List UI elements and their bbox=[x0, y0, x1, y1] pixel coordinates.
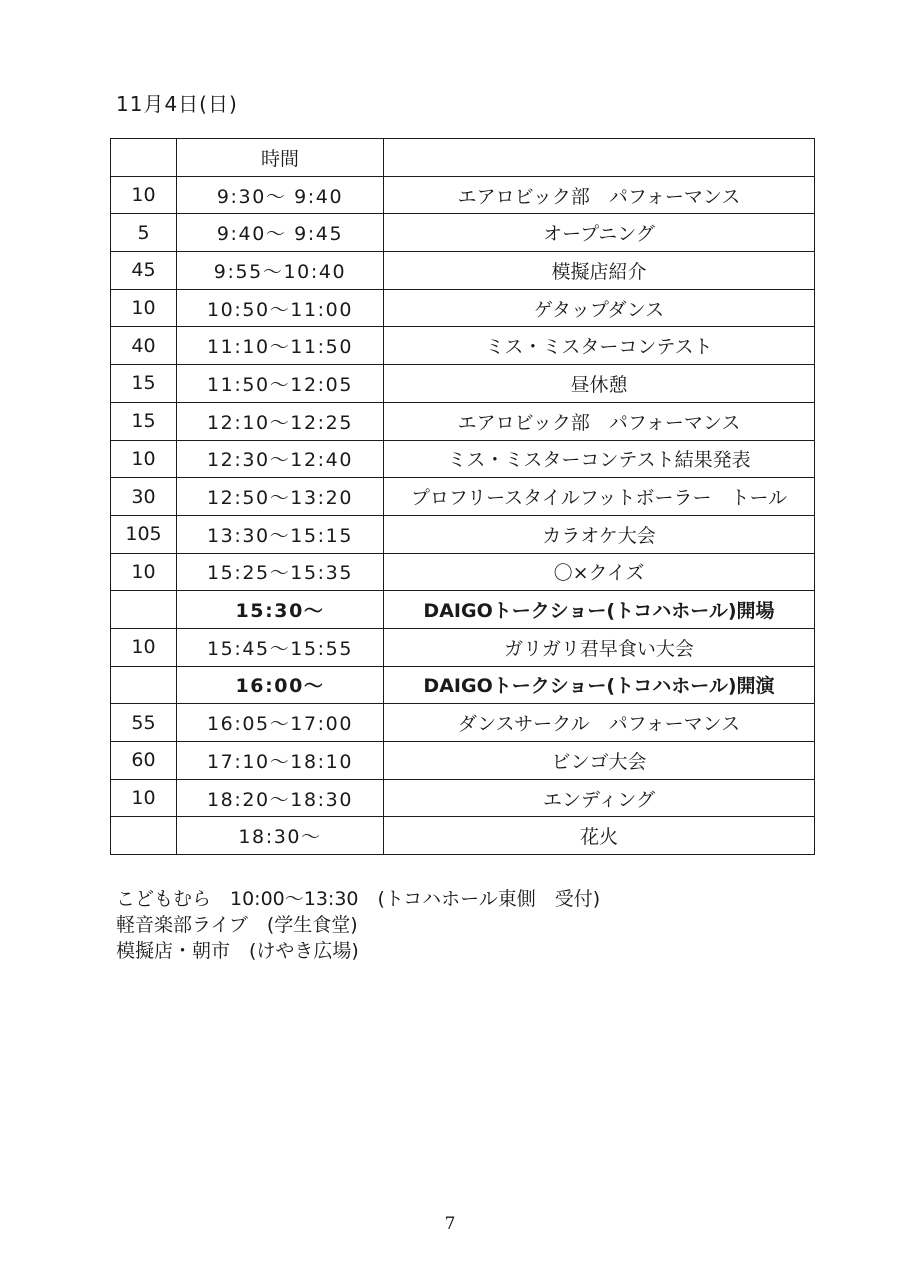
time-cell: 13:30～15:15 bbox=[177, 515, 384, 553]
event-cell: 昼休憩 bbox=[384, 365, 815, 403]
table-row bbox=[111, 666, 815, 704]
table-row bbox=[111, 553, 815, 591]
event-cell: 模擬店紹介 bbox=[384, 252, 815, 290]
duration-cell bbox=[111, 666, 177, 704]
duration-cell: 10 bbox=[111, 440, 177, 478]
event-cell: カラオケ大会 bbox=[384, 515, 815, 553]
event-cell: エアロビック部 パフォーマンス bbox=[384, 402, 815, 440]
time-cell: 12:10～12:25 bbox=[177, 402, 384, 440]
table-row bbox=[111, 252, 815, 290]
note-kodomomura: こどもむら 10:00～13:30 (トコハホール東側 受付) bbox=[116, 888, 601, 910]
duration-cell: 60 bbox=[111, 742, 177, 780]
event-cell: DAIGOトークショー(トコハホール)開場 bbox=[384, 591, 815, 629]
date-heading: 11月4日(日) bbox=[116, 92, 238, 116]
table-row bbox=[111, 289, 815, 327]
duration-cell: 10 bbox=[111, 553, 177, 591]
table-row bbox=[111, 176, 815, 214]
time-cell: 10:50～11:00 bbox=[177, 289, 384, 327]
time-cell: 17:10～18:10 bbox=[177, 742, 384, 780]
table-row bbox=[111, 478, 815, 516]
page-number: 7 bbox=[444, 1214, 456, 1234]
duration-cell bbox=[111, 817, 177, 855]
table-row bbox=[111, 327, 815, 365]
table-row bbox=[111, 779, 815, 817]
table-row bbox=[111, 214, 815, 252]
duration-cell: 10 bbox=[111, 779, 177, 817]
duration-cell: 105 bbox=[111, 515, 177, 553]
event-cell: ガリガリ君早食い大会 bbox=[384, 628, 815, 666]
time-cell: 11:10～11:50 bbox=[177, 327, 384, 365]
time-cell: 11:50～12:05 bbox=[177, 365, 384, 403]
notes bbox=[116, 886, 600, 964]
duration-cell: 40 bbox=[111, 327, 177, 365]
duration-cell: 10 bbox=[111, 176, 177, 214]
time-cell: 12:50～13:20 bbox=[177, 478, 384, 516]
header-time: 時間 bbox=[177, 139, 384, 177]
time-cell: 12:30～12:40 bbox=[177, 440, 384, 478]
table-row bbox=[111, 515, 815, 553]
event-cell: プロフリースタイルフットボーラー トール bbox=[384, 478, 815, 516]
table-row bbox=[111, 628, 815, 666]
schedule-body bbox=[111, 176, 815, 854]
duration-cell: 15 bbox=[111, 365, 177, 403]
time-cell: 15:45～15:55 bbox=[177, 628, 384, 666]
event-cell: エアロビック部 パフォーマンス bbox=[384, 176, 815, 214]
note-band-live: 軽音楽部ライブ (学生食堂) bbox=[116, 914, 358, 936]
event-cell: オープニング bbox=[384, 214, 815, 252]
duration-cell bbox=[111, 591, 177, 629]
duration-cell: 30 bbox=[111, 478, 177, 516]
event-cell: ダンスサークル パフォーマンス bbox=[384, 704, 815, 742]
time-cell: 9:40～ 9:45 bbox=[177, 214, 384, 252]
note-food-stalls: 模擬店・朝市 (けやき広場) bbox=[116, 940, 359, 962]
table-row bbox=[111, 742, 815, 780]
time-cell: 18:20～18:30 bbox=[177, 779, 384, 817]
table-header-row bbox=[111, 139, 815, 177]
header-event bbox=[384, 139, 815, 177]
duration-cell: 10 bbox=[111, 289, 177, 327]
time-cell: 15:25～15:35 bbox=[177, 553, 384, 591]
table-row bbox=[111, 817, 815, 855]
table-row bbox=[111, 440, 815, 478]
table-row bbox=[111, 365, 815, 403]
duration-cell: 15 bbox=[111, 402, 177, 440]
table-row bbox=[111, 704, 815, 742]
event-cell: ミス・ミスターコンテスト結果発表 bbox=[384, 440, 815, 478]
time-cell: 9:55～10:40 bbox=[177, 252, 384, 290]
duration-cell: 10 bbox=[111, 628, 177, 666]
table-row bbox=[111, 591, 815, 629]
duration-cell: 45 bbox=[111, 252, 177, 290]
time-cell: 16:05～17:00 bbox=[177, 704, 384, 742]
header-duration bbox=[111, 139, 177, 177]
event-cell: DAIGOトークショー(トコハホール)開演 bbox=[384, 666, 815, 704]
event-cell: ゲタップダンス bbox=[384, 289, 815, 327]
event-cell: 花火 bbox=[384, 817, 815, 855]
time-cell: 16:00～ bbox=[177, 666, 384, 704]
table-row bbox=[111, 402, 815, 440]
event-cell: エンディング bbox=[384, 779, 815, 817]
duration-cell: 55 bbox=[111, 704, 177, 742]
time-cell: 9:30～ 9:40 bbox=[177, 176, 384, 214]
event-cell: ミス・ミスターコンテスト bbox=[384, 327, 815, 365]
time-cell: 15:30～ bbox=[177, 591, 384, 629]
time-cell: 18:30～ bbox=[177, 817, 384, 855]
duration-cell: 5 bbox=[111, 214, 177, 252]
event-cell: 〇×クイズ bbox=[384, 553, 815, 591]
schedule-table bbox=[110, 138, 815, 855]
event-cell: ビンゴ大会 bbox=[384, 742, 815, 780]
